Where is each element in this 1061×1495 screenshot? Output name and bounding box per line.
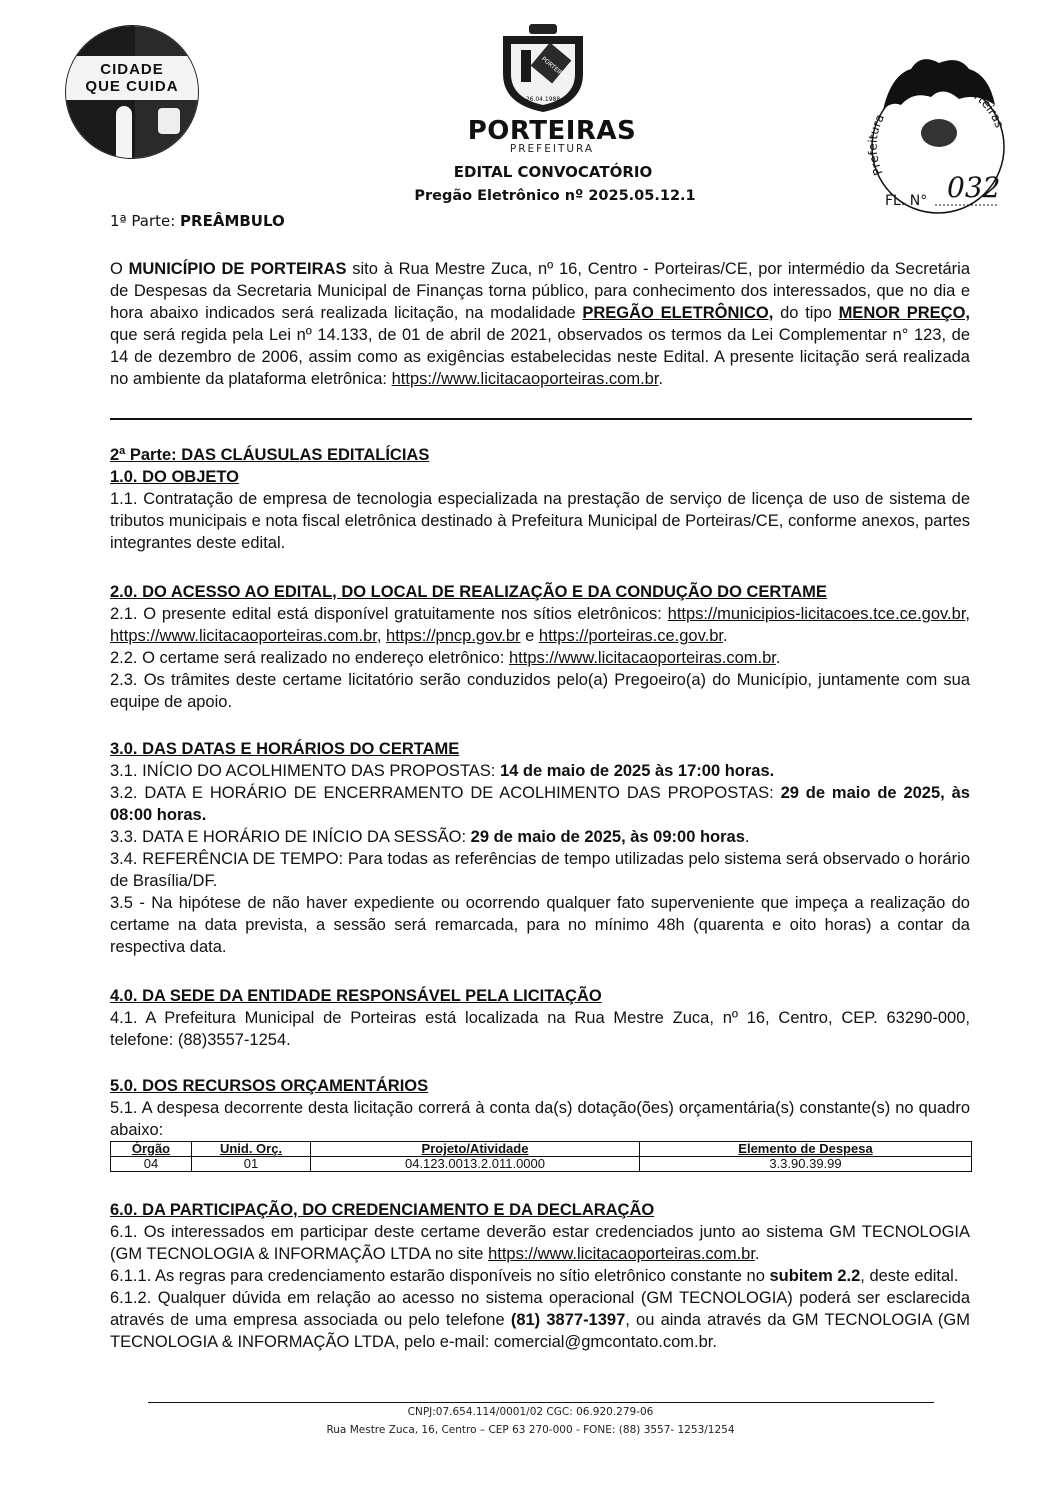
section-6-1-2: 6.1.2. Qualquer dúvida em relação ao acesso no sistema operacional (GM TECNOLOGIA) poderá ser esclarecida através de uma empresa associada ou pelo telefone (81) 3877-1397, ou ainda através da GM TECNOLOGIA (GM TECNOLOGIA & INFORMAÇÃO LTDA, pelo e-mail: comercial@gmcontato.com.br. — [110, 1289, 970, 1351]
cell-orgao: 04 — [111, 1157, 192, 1172]
cell-elemento-despesa: 3.3.90.39.99 — [640, 1157, 972, 1172]
budget-table — [110, 1141, 972, 1172]
section-3-heading: 3.0. DAS DATAS E HORÁRIOS DO CERTAME — [110, 740, 460, 758]
stamp-number: 032 — [947, 171, 1001, 204]
footer-cnpj: CNPJ:07.654.114/0001/02 CGC: 06.920.279-06 — [407, 1406, 654, 1418]
section-2 — [110, 581, 970, 713]
col-projeto-atividade: Projeto/Atividade — [311, 1142, 640, 1157]
stamp-label: FL. N° — [885, 193, 928, 209]
section-6-1-1: 6.1.1. As regras para credenciamento estarão disponíveis no sítio eletrônico constante no subitem 2.2, deste edital. — [110, 1267, 959, 1285]
section-5-heading: 5.0. DOS RECURSOS ORÇAMENTÁRIOS — [110, 1077, 429, 1095]
section-6 — [110, 1199, 970, 1353]
section-1-1: 1.1. Contratação de empresa de tecnologia especializada na prestação de serviço de licença de uso de sistema de tributos municipais e nota fiscal eletrônica destinado à Prefeitura Municipal de Porteiras/CE, conforme anexos, partes integrantes deste edital. — [110, 490, 970, 552]
section-2-2: 2.2. O certame será realizado no endereço eletrônico: https://www.licitacaoporteiras.com.br. — [110, 649, 781, 667]
platform-link[interactable]: https://www.licitacaoporteiras.com.br — [391, 370, 659, 388]
col-orgao: Órgão — [111, 1142, 192, 1157]
section-2-3: 2.3. Os trâmites deste certame licitatório serão conduzidos pelo(a) Pregoeiro(a) do Município, juntamente com sua equipe de apoio. — [110, 671, 970, 711]
contact-email[interactable]: comercial@gmcontato.com.br — [493, 1333, 713, 1351]
crest-date: 26.04.1988 — [525, 96, 561, 103]
svg-text:Prefeitura — [866, 112, 887, 178]
footer-address: Rua Mestre Zuca, 16, Centro – CEP 63 270-000 - FONE: (88) 3557- 1253/1254 — [326, 1424, 735, 1436]
pncp-link[interactable]: https://pncp.gov.br — [386, 627, 521, 645]
col-elemento-despesa: Elemento de Despesa — [640, 1142, 972, 1157]
col-unid-orc: Unid. Orç. — [192, 1142, 311, 1157]
section-3-3: 3.3. DATA E HORÁRIO DE INÍCIO DA SESSÃO: 29 de maio de 2025, às 09:00 horas. — [110, 828, 750, 846]
cell-projeto-atividade: 04.123.0013.2.011.0000 — [311, 1157, 640, 1172]
section-3-4: 3.4. REFERÊNCIA DE TEMPO: Para todas as referências de tempo utilizadas pelo sistema será observado o horário de Brasília/DF. — [110, 850, 970, 890]
footer-divider — [148, 1402, 934, 1403]
section-3 — [110, 738, 970, 958]
stamp-arc-left: Prefeitura — [865, 111, 888, 178]
section-3-1: 3.1. INÍCIO DO ACOLHIMENTO DAS PROPOSTAS: 14 de maio de 2025 às 17:00 horas. — [110, 762, 775, 780]
part2-heading: 2ª Parte: DAS CLÁUSULAS EDITALÍCIAS — [110, 446, 430, 464]
divider — [110, 418, 972, 420]
crest-label: PORTEIRAS — [540, 55, 570, 83]
document-subtitle: Pregão Eletrônico nº 2025.05.12.1 — [414, 188, 696, 204]
section-2-1: 2.1. O presente edital está disponível gratuitamente nos sítios eletrônicos: https://municipios-licitacoes.tce.ce.gov.br, https://www.licitacaoporteiras.com.br, https://pncp.gov.br e https://porteiras.ce.gov.br. — [110, 605, 970, 645]
document-title: EDITAL CONVOCATÓRIO — [453, 163, 653, 181]
porteiras-link[interactable]: https://porteiras.ce.gov.br — [538, 627, 723, 645]
logo-text-line2: QUE CUIDA — [85, 78, 179, 95]
section-4-1: 4.1. A Prefeitura Municipal de Porteiras está localizada na Rua Mestre Zuca, nº 16, Centro, CEP. 63290-000, telefone: (88)3557-1254. — [110, 1009, 970, 1049]
section-1 — [110, 444, 970, 554]
tce-link[interactable]: https://municipios-licitacoes.tce.ce.gov.br — [667, 605, 966, 623]
part1-heading: 1ª Parte: PREÂMBULO — [110, 212, 285, 230]
section-5-1: 5.1. A despesa decorrente desta licitação correrá à conta da(s) dotação(ões) orçamentária(s) constante(s) no quadro abaixo: — [110, 1099, 970, 1139]
section-4 — [110, 985, 970, 1051]
table-row — [111, 1157, 972, 1172]
licitacao-link[interactable]: https://www.licitacaoporteiras.com.br — [110, 627, 377, 645]
section-2-heading: 2.0. DO ACESSO AO EDITAL, DO LOCAL DE REALIZAÇÃO E DA CONDUÇÃO DO CERTAME — [110, 583, 827, 601]
section-6-heading: 6.0. DA PARTICIPAÇÃO, DO CREDENCIAMENTO E DA DECLARAÇÃO — [110, 1201, 655, 1219]
cell-unid-orc: 01 — [192, 1157, 311, 1172]
stamp-arc-right: Porteiras — [959, 80, 1007, 130]
cidade-que-cuida-logo — [65, 25, 199, 159]
table-header-row — [111, 1142, 972, 1157]
section-5 — [110, 1075, 970, 1172]
brand-name: PORTEIRAS — [467, 116, 637, 146]
section-3-2: 3.2. DATA E HORÁRIO DE ENCERRAMENTO DE ACOLHIMENTO DAS PROPOSTAS: 29 de maio de 2025, às 08:00 horas. — [110, 784, 970, 824]
section-3-5: 3.5 - Na hipótese de não haver expediente ou ocorrendo qualquer fato superveniente que impeça a realização do certame na data prevista, a sessão será remarcada, para no mínimo 48h (quarenta e oito horas) a contar da respectiva data. — [110, 894, 970, 956]
certame-link[interactable]: https://www.licitacaoporteiras.com.br — [508, 649, 776, 667]
preamble-paragraph: O MUNICÍPIO DE PORTEIRAS sito à Rua Mestre Zuca, nº 16, Centro - Porteiras/CE, por intermédio da Secretária de Despesas da Secretaria Municipal de Finanças torna público, para conhecimento dos interessados, que no dia e hora abaixo indicados será realizada licitação, na modalidade PREGÃO ELETRÔNICO, do tipo MENOR PREÇO, que será regida pela Lei nº 14.133, de 01 de abril de 2021, observados os termos da Lei Complementar n° 123, de 14 de dezembro de 2006, assim como as exigências estabelecidas neste Edital. A presente licitação será realizada no ambiente da plataforma eletrônica: https://www.licitacaoporteiras.com.br. — [110, 260, 970, 388]
page-number-stamp — [861, 55, 1013, 215]
porteiras-crest-icon — [491, 22, 595, 114]
section-1-heading: 1.0. DO OBJETO — [110, 468, 239, 486]
section-4-heading: 4.0. DA SEDE DA ENTIDADE RESPONSÁVEL PELA LICITAÇÃO — [110, 987, 602, 1005]
section-6-1: 6.1. Os interessados em participar deste certame deverão estar credenciados junto ao sistema GM TECNOLOGIA (GM TECNOLOGIA & INFORMAÇÃO LTDA no site https://www.licitacaoporteiras.com.br. — [110, 1223, 970, 1263]
credenciamento-link[interactable]: https://www.licitacaoporteiras.com.br — [488, 1245, 755, 1263]
logo-text-line1: CIDADE — [100, 61, 164, 78]
brand-sub: PREFEITURA — [509, 143, 595, 155]
